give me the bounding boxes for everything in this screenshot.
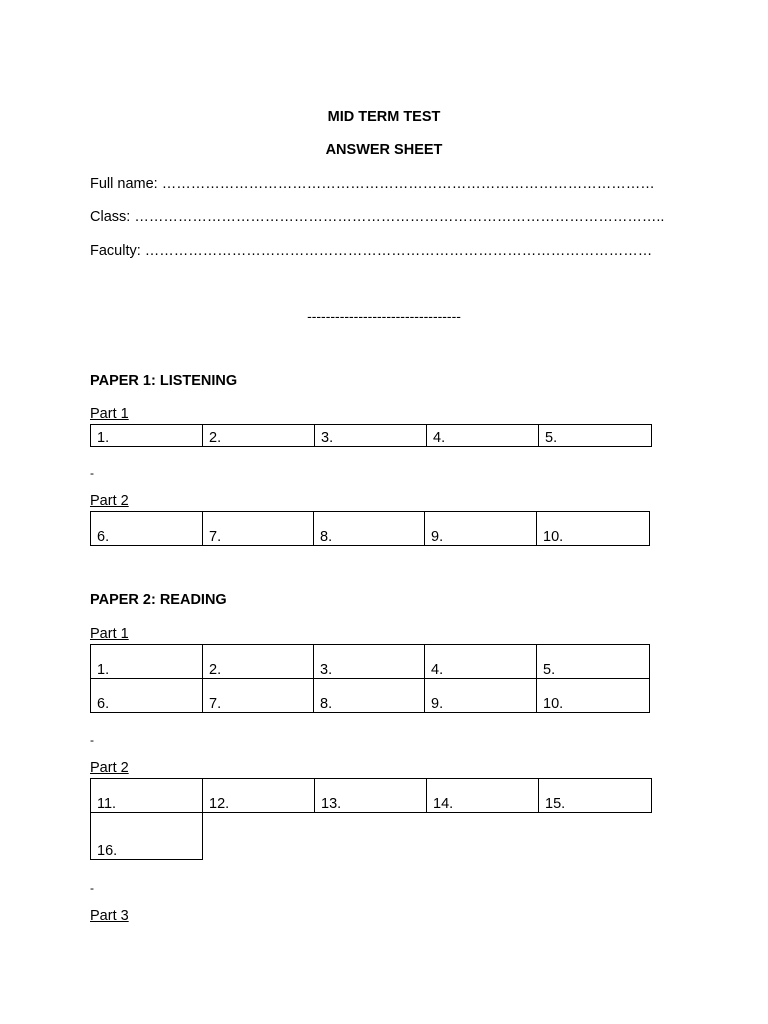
answer-cell[interactable]: 7. — [203, 512, 314, 546]
section-separator: --------------------------------- — [307, 308, 461, 324]
table-row — [91, 512, 650, 546]
answer-cell[interactable]: 8. — [314, 679, 425, 713]
answer-cell[interactable]: 8. — [314, 512, 425, 546]
paper2-part2-table — [90, 778, 652, 860]
answer-cell[interactable]: 5. — [539, 425, 652, 447]
spacer-dash: - — [90, 881, 94, 895]
answer-cell[interactable]: 14. — [427, 779, 539, 813]
answer-sheet-title: ANSWER SHEET — [325, 142, 443, 158]
answer-cell[interactable]: 6. — [91, 512, 203, 546]
answer-cell[interactable]: 9. — [425, 512, 537, 546]
paper2-part2-label: Part 2 — [90, 760, 129, 776]
answer-cell[interactable]: 7. — [203, 679, 314, 713]
class-field[interactable]: Class: ……………………………………………………………………………………………….. — [90, 209, 665, 225]
answer-cell[interactable]: 2. — [203, 645, 314, 679]
test-title: MID TERM TEST — [327, 109, 441, 125]
answer-cell[interactable]: 6. — [91, 679, 203, 713]
table-row — [91, 779, 652, 813]
answer-cell[interactable]: 4. — [427, 425, 539, 447]
answer-cell[interactable]: 3. — [314, 645, 425, 679]
table-row — [91, 813, 652, 860]
answer-cell[interactable]: 3. — [315, 425, 427, 447]
empty-cell — [427, 813, 539, 860]
paper1-part2-table — [90, 511, 650, 546]
answer-cell[interactable]: 11. — [91, 779, 203, 813]
answer-cell[interactable]: 4. — [425, 645, 537, 679]
paper2-part1-table — [90, 644, 650, 713]
answer-cell[interactable]: 16. — [91, 813, 203, 860]
answer-cell[interactable]: 10. — [537, 679, 650, 713]
paper1-part2-label: Part 2 — [90, 493, 129, 509]
paper2-part3-label: Part 3 — [90, 908, 129, 924]
answer-cell[interactable]: 12. — [203, 779, 315, 813]
paper1-part1-label: Part 1 — [90, 406, 129, 422]
empty-cell — [203, 813, 315, 860]
answer-cell[interactable]: 5. — [537, 645, 650, 679]
spacer-dash: - — [90, 733, 94, 747]
empty-cell — [315, 813, 427, 860]
spacer-dash: - — [90, 466, 94, 480]
paper2-heading: PAPER 2: READING — [90, 592, 227, 608]
paper1-part1-table — [90, 424, 652, 447]
answer-cell[interactable]: 1. — [91, 645, 203, 679]
paper2-part1-label: Part 1 — [90, 626, 129, 642]
full-name-field[interactable]: Full name: ………………………………………………………………………………………… — [90, 176, 655, 192]
table-row — [91, 645, 650, 679]
faculty-field[interactable]: Faculty: …………………………………………………………………………………………… — [90, 243, 653, 259]
table-row — [91, 679, 650, 713]
answer-cell[interactable]: 9. — [425, 679, 537, 713]
paper1-heading: PAPER 1: LISTENING — [90, 373, 238, 389]
answer-cell[interactable]: 15. — [539, 779, 652, 813]
table-row — [91, 425, 652, 447]
answer-cell[interactable]: 1. — [91, 425, 203, 447]
answer-cell[interactable]: 2. — [203, 425, 315, 447]
empty-cell — [539, 813, 652, 860]
answer-cell[interactable]: 13. — [315, 779, 427, 813]
answer-cell[interactable]: 10. — [537, 512, 650, 546]
